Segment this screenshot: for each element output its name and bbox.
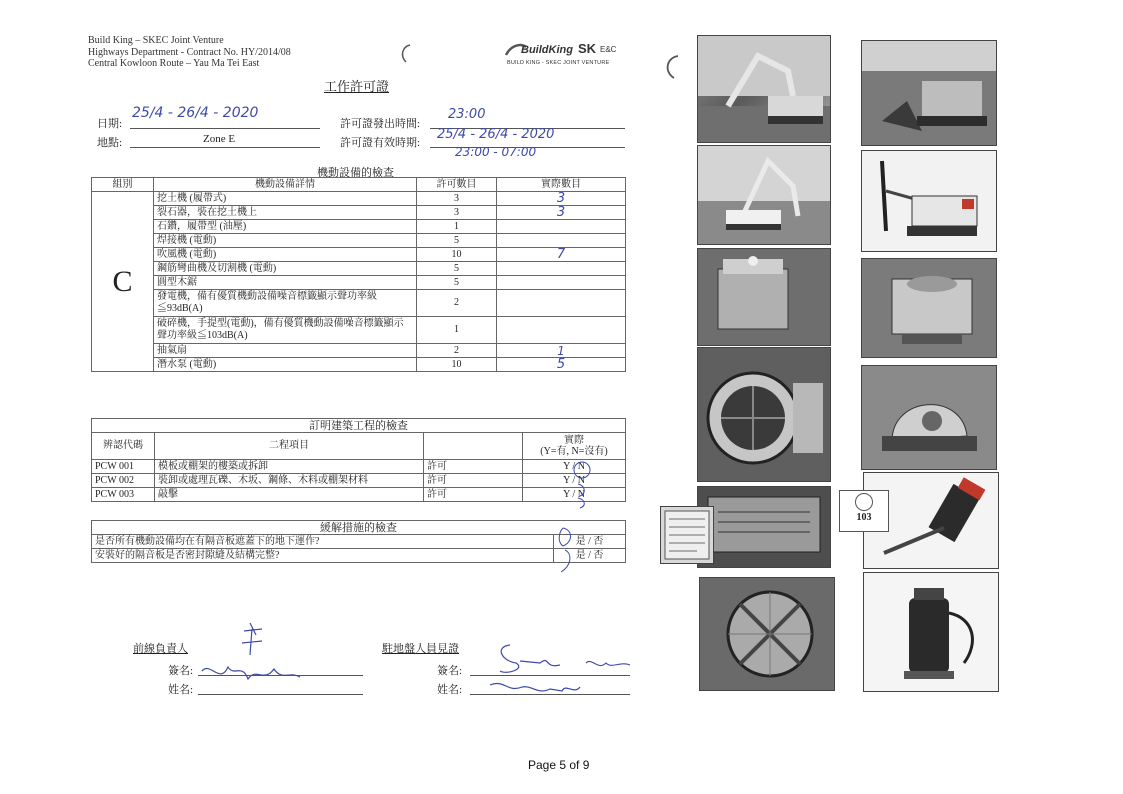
logo-text: BuildKing — [521, 44, 573, 56]
equipment-detail: 鋼筋彎曲機及切割機 (電動) — [154, 262, 417, 276]
actual-count — [497, 262, 626, 276]
photo-ventilation-fan — [697, 347, 831, 482]
header-info — [88, 35, 418, 70]
equipment-detail: 焊接機 (電動) — [154, 234, 417, 248]
table-row — [92, 220, 626, 234]
page-number: Page 5 of 9 — [528, 758, 590, 772]
photo-exhaust-fan — [699, 577, 835, 691]
photo-rebar-cutter — [861, 258, 997, 358]
noise-label-sticker — [839, 490, 889, 532]
table-row — [92, 317, 626, 344]
equipment-detail: 挖土機 (履帶式) — [154, 192, 417, 206]
date-label: 日期: — [97, 118, 123, 130]
noise-label-icon — [855, 493, 873, 511]
mitigation-answer: 是 / 否 — [554, 535, 626, 549]
works-title-row — [92, 419, 626, 433]
photo-submersible-pump — [863, 572, 999, 692]
mitigation-question: 安裝好的隔音板是否密封隙縫及結構完整? — [92, 549, 554, 563]
small-mark — [398, 42, 414, 64]
works-table — [91, 418, 626, 502]
frontline-sign-label: 簽名: — [168, 665, 194, 677]
valid-label: 許可證有效時期: — [340, 137, 421, 149]
actual-count: 5 — [497, 358, 626, 372]
col-actual-header — [523, 433, 626, 460]
table-row — [92, 549, 626, 563]
table-row — [92, 358, 626, 372]
mitigation-question: 是否所有機動設備均在有隔音板遮蓋下的地下運作? — [92, 535, 554, 549]
mitigation-title-row — [92, 521, 626, 535]
photo-circular-saw — [861, 365, 997, 470]
frontline-name-label: 姓名: — [168, 684, 194, 696]
issue-time-value: 23:00 — [448, 107, 486, 122]
work-yn: Y / N — [523, 474, 626, 488]
equipment-detail: 裂石器，裝在挖土機上 — [154, 206, 417, 220]
table-row — [92, 488, 626, 502]
mitigation-section-title: 緩解措施的檢查 — [92, 521, 626, 535]
equipment-detail: 石鑽，履帶型 (油壓) — [154, 220, 417, 234]
permit-count: 2 — [417, 290, 497, 317]
header-line-2: Highways Department - Contract No. HY/2014/08 — [88, 46, 291, 58]
permit-count: 1 — [417, 220, 497, 234]
photo-excavator — [697, 35, 831, 143]
equipment-detail: 發電機，備有優質機動設備噪音標籤顯示聲功率級≦93dB(A) — [154, 290, 417, 317]
col-status-header — [424, 433, 523, 460]
actual-count — [497, 276, 626, 290]
table-row — [92, 344, 626, 358]
permit-count: 10 — [417, 248, 497, 262]
equipment-detail: 圓型木鋸 — [154, 276, 417, 290]
equipment-table — [91, 177, 626, 372]
permit-count: 2 — [417, 344, 497, 358]
equipment-detail: 吹風機 (電動) — [154, 248, 417, 262]
mitigation-answer: 是 / 否 — [554, 549, 626, 563]
equipment-detail: 破碎機，手提型(電動)，備有優質機動設備噪音標籤顯示聲功率級≦103dB(A) — [154, 317, 417, 344]
works-section-title: 訂明建築工程的檢查 — [92, 419, 626, 433]
valid-value-2: 23:00 - 07:00 — [455, 145, 537, 159]
company-logo — [505, 38, 630, 70]
work-item: 模板或棚架的樓築或拆卸 — [155, 460, 424, 474]
location-line — [130, 147, 320, 148]
work-status: 許可 — [424, 488, 523, 502]
table-row — [92, 290, 626, 317]
frontline-title: 前線負責人 — [133, 643, 188, 655]
location-label: 地點: — [97, 137, 123, 149]
permit-count: 5 — [417, 276, 497, 290]
col-actual-header: 實際數目 — [497, 178, 626, 192]
table-row — [92, 192, 626, 206]
work-item: 裝卸或處理瓦礫、木坂、鋼條、木料或棚架材料 — [155, 474, 424, 488]
permit-count: 1 — [417, 317, 497, 344]
actual-note: (Y=有, N=沒有) — [540, 446, 608, 457]
site-sign-label: 簽名: — [437, 665, 463, 677]
table-row — [92, 474, 626, 488]
group-letter: C — [92, 192, 154, 372]
table-row — [92, 262, 626, 276]
actual-count: 3 — [497, 206, 626, 220]
bracket-mark — [660, 52, 684, 82]
location-value: Zone E — [203, 133, 236, 145]
actual-count: 1 — [497, 344, 626, 358]
actual-count — [497, 220, 626, 234]
yes-circle-marks — [551, 526, 581, 576]
work-status: 許可 — [424, 474, 523, 488]
actual-count: 7 — [497, 248, 626, 262]
permit-count: 5 — [417, 234, 497, 248]
equipment-detail: 抽氣扇 — [154, 344, 417, 358]
photo-crawler-loader — [861, 40, 997, 146]
site-title: 駐地盤人員見證 — [382, 643, 459, 655]
work-code: PCW 003 — [92, 488, 155, 502]
work-yn: Y / N — [523, 460, 626, 474]
valid-value-1: 25/4 - 26/4 - 2020 — [437, 127, 555, 142]
date-value: 25/4 - 26/4 - 2020 — [132, 105, 259, 121]
col-item-header: 二程項目 — [155, 433, 424, 460]
col-permit-header: 許可數目 — [417, 178, 497, 192]
photo-welding-machine — [697, 248, 831, 346]
table-row — [92, 248, 626, 262]
actual-count — [497, 317, 626, 344]
work-yn: Y / N — [523, 488, 626, 502]
site-signature — [480, 635, 640, 700]
permit-count: 3 — [417, 206, 497, 220]
works-header-row — [92, 433, 626, 460]
permit-count: 5 — [417, 262, 497, 276]
table-row — [92, 460, 626, 474]
table-row — [92, 276, 626, 290]
equipment-section-title: 機動設備的檢查 — [317, 167, 394, 179]
equipment-detail: 潛水泵 (電動) — [154, 358, 417, 372]
n-circle-marks — [560, 460, 600, 510]
work-code: PCW 002 — [92, 474, 155, 488]
site-name-label: 姓名: — [437, 684, 463, 696]
actual-count — [497, 290, 626, 317]
work-code: PCW 001 — [92, 460, 155, 474]
table-row — [92, 535, 626, 549]
mitigation-table — [91, 520, 626, 563]
date-line — [130, 128, 320, 129]
photo-generator-label — [660, 506, 714, 564]
frontline-signature — [190, 615, 310, 700]
table-row — [92, 206, 626, 220]
noise-label-value: 103 — [856, 512, 872, 523]
col-code-header: 辨認代碼 — [92, 433, 155, 460]
photo-generator — [697, 486, 831, 568]
permit-count: 3 — [417, 192, 497, 206]
page-title: 工作許可證 — [324, 79, 390, 94]
table-header-row — [92, 178, 626, 192]
work-status: 許可 — [424, 460, 523, 474]
actual-count — [497, 234, 626, 248]
photo-rock-drill — [861, 150, 997, 252]
photo-breaker-excavator — [697, 145, 831, 245]
col-group-header: 組別 — [92, 178, 154, 192]
permit-count: 10 — [417, 358, 497, 372]
logo-sk: SK — [578, 41, 597, 56]
issue-time-label: 許可證發出時間: — [340, 118, 421, 130]
header-line-3: Central Kowloon Route – Yau Ma Tei East — [88, 58, 260, 69]
work-item: 敲擊 — [155, 488, 424, 502]
col-detail-header: 機動設備詳情 — [154, 178, 417, 192]
actual-count: 3 — [497, 192, 626, 206]
actual-label: 實際 — [564, 435, 584, 446]
header-line-1: Build King – SKEC Joint Venture — [88, 35, 224, 46]
logo-ec: E&C — [600, 45, 617, 54]
logo-subtitle: BUILD KING - SKEC JOINT VENTURE — [507, 60, 610, 66]
table-row — [92, 234, 626, 248]
